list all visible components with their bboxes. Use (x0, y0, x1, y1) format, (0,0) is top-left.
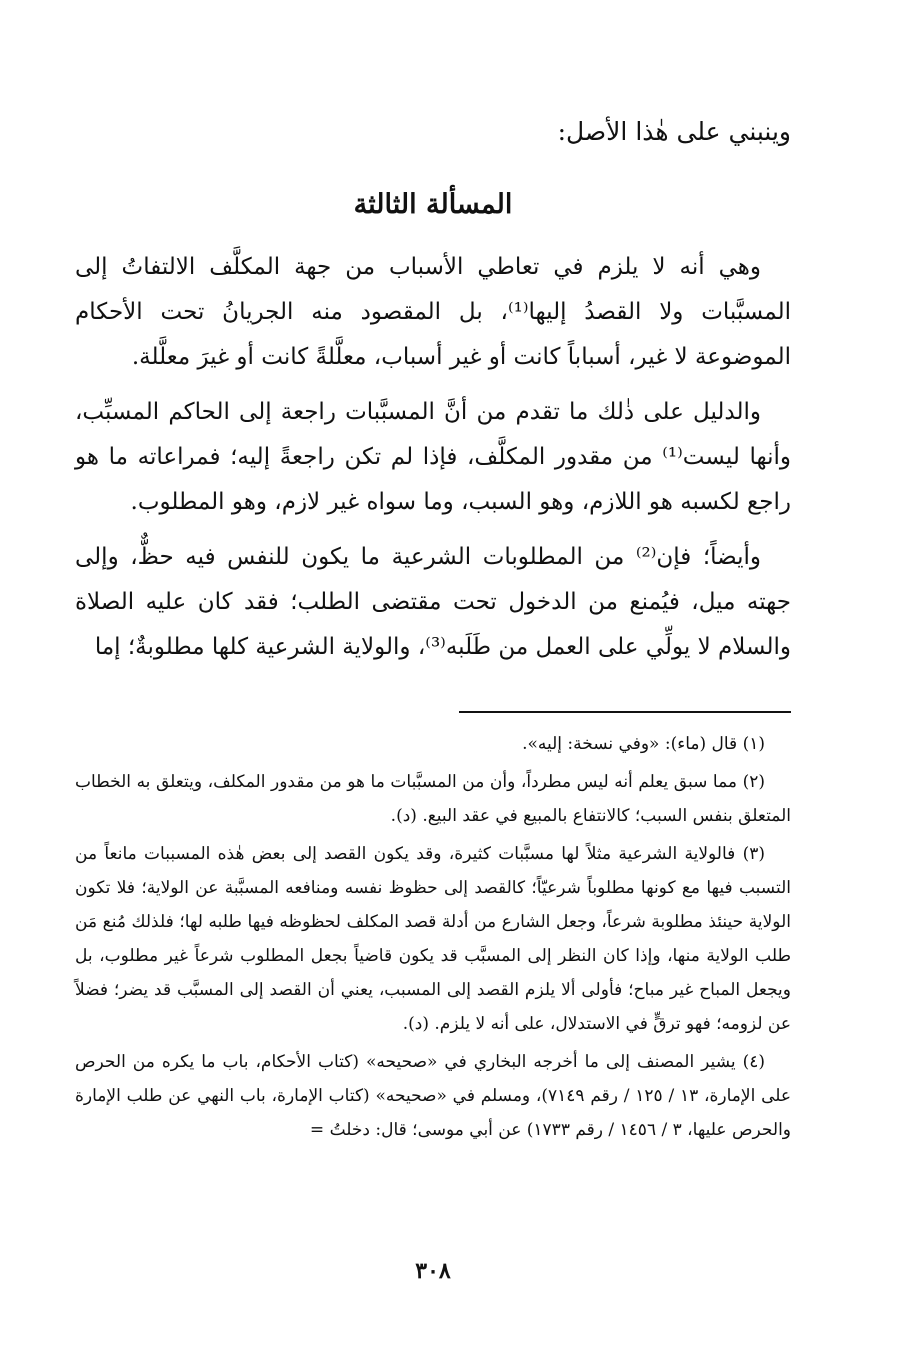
footnote-4: (٤) يشير المصنف إلى ما أخرجه البخاري في «صحيحه» (كتاب الأحكام، باب ما يكره من الحرص على الإمارة، ١٣ / ١٢٥ / رقم ٧١٤٩)، ومسلم في «صحيحه» (كتاب الإمارة، باب النهي عن طلب الإمارة والحرص عليها، ٣ / ١٤٥٦ / رقم ١٧٣٣) عن أبي موسى؛ قال: دخلتُ = (75, 1052, 792, 1140)
footnotes (75, 727, 791, 1151)
paragraph-1: وهي أنه لا يلزم في تعاطي الأسباب من جهة المكلَّف الالتفاتُ إلى المسبَّبات ولا القصدُ إليها⁽¹⁾، بل المقصود منه الجريانُ تحت الأحكام الموضوعة لا غير، أسباباً كانت أو غير أسباب، معلَّلةً كانت أو غيرَ معلَّلة. (75, 254, 792, 370)
book-page (75, 0, 791, 1360)
footnote-separator (459, 711, 791, 713)
page-number: ٣٠٨ (415, 1258, 451, 1284)
main-text (75, 245, 791, 680)
footnote-2: (٢) مما سبق يعلم أنه ليس مطرداً، وأن من المسبَّبات ما هو من مقدور المكلف، ويتعلق به الخطاب المتعلق بنفس السبب؛ كالانتفاع بالمبيع في عقد البيع. (د). (75, 772, 791, 826)
intro-line: وينبني على هٰذا الأصل: (557, 117, 791, 146)
paragraph-3: وأيضاً؛ فإن⁽²⁾ من المطلوبات الشرعية ما يكون للنفس فيه حظٌّ، وإلى جهته ميل، فيُمنع من الدخول تحت مقتضى الطلب؛ فقد كان عليه الصلاة والسلام لا يولِّي على العمل من طَلَبه⁽³⁾، والولاية الشرعية كلها مطلوبةٌ؛ إما (75, 544, 791, 660)
section-heading: المسألة الثالثة (353, 189, 513, 220)
footnote-1: (١) قال (ماء): «وفي نسخة: إليه». (522, 734, 765, 754)
paragraph-2: والدليل على ذٰلك ما تقدم من أنَّ المسبَّبات راجعة إلى الحاكم المسبِّب، وأنها ليست⁽¹⁾ من مقدور المكلَّف، فإذا لم تكن راجعةً إليه؛ فمراعاته ما هو راجع لكسبه هو اللازم، وهو السبب، وما سواه غير لازم، وهو المطلوب. (75, 399, 791, 515)
footnote-3: (٣) فالولاية الشرعية مثلاً لها مسبَّبات كثيرة، وقد يكون القصد إلى بعض هٰذه المسببات مانعاً من التسبب فيها مع كونها مطلوباً شرعيّاً؛ كالقصد إلى حظوظ نفسه ومنافعه المسبَّبة عن الولاية؛ فلا تكون الولاية حينئذ مطلوبة شرعاً، وجعل الشارع من أدلة قصد المكلف لحظوظه فيها طلبه لها؛ فلذلك مُنع مَن طلب الولاية منها، وإذا كان النظر إلى المسبَّب قد يكون قاضياً بجعل المطلوب شرعاً غير مطلوب، بل ويجعل المباح غير مباح؛ فأولى ألا يلزم القصد إلى المسبب، يعني أن القصد إلى المسبَّب قد يضر؛ فضلاً عن لزومه؛ فهو ترقٍّ في الاستدلال، على أنه لا يلزم. (د). (75, 844, 791, 1034)
